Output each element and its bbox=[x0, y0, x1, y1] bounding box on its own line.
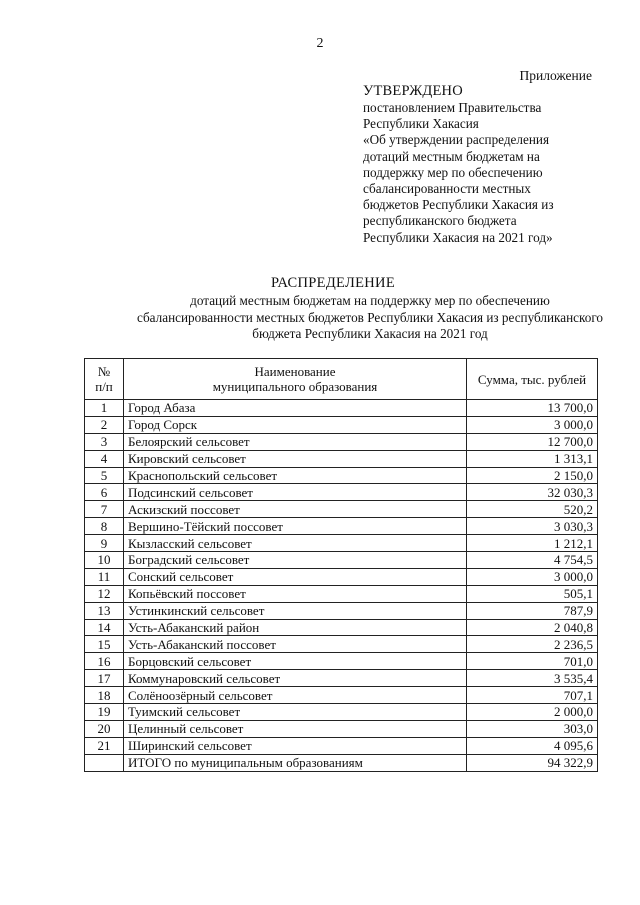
approval-text bbox=[363, 100, 613, 246]
table-row bbox=[85, 602, 598, 619]
row-sum: 303,0 bbox=[467, 720, 598, 737]
row-name: Усть-Абаканский поссовет bbox=[124, 636, 467, 653]
row-number: 4 bbox=[85, 450, 124, 467]
table-body bbox=[85, 400, 598, 772]
document-subtitle bbox=[100, 293, 640, 343]
table-row bbox=[85, 484, 598, 501]
table-row bbox=[85, 720, 598, 737]
row-sum: 2 236,5 bbox=[467, 636, 598, 653]
row-number: 3 bbox=[85, 433, 124, 450]
row-number: 14 bbox=[85, 619, 124, 636]
table-row bbox=[85, 501, 598, 518]
table-row bbox=[85, 568, 598, 585]
row-sum: 701,0 bbox=[467, 653, 598, 670]
row-name: Туимский сельсовет bbox=[124, 704, 467, 721]
table-row bbox=[85, 704, 598, 721]
row-name: Копьёвский поссовет bbox=[124, 585, 467, 602]
row-name: Устинкинский сельсовет bbox=[124, 602, 467, 619]
row-number: 19 bbox=[85, 704, 124, 721]
approval-line: бюджетов Республики Хакасия из bbox=[363, 197, 554, 213]
row-number: 8 bbox=[85, 518, 124, 535]
row-name: Белоярский сельсовет bbox=[124, 433, 467, 450]
row-name: Ширинский сельсовет bbox=[124, 737, 467, 754]
row-number: 11 bbox=[85, 568, 124, 585]
row-sum: 12 700,0 bbox=[467, 433, 598, 450]
table-row bbox=[85, 416, 598, 433]
row-name: Сонский сельсовет bbox=[124, 568, 467, 585]
row-number: 7 bbox=[85, 501, 124, 518]
table-row bbox=[85, 535, 598, 552]
total-number bbox=[85, 754, 124, 771]
table-row bbox=[85, 400, 598, 417]
row-name: Краснопольский сельсовет bbox=[124, 467, 467, 484]
row-sum: 2 040,8 bbox=[467, 619, 598, 636]
row-sum: 505,1 bbox=[467, 585, 598, 602]
table-row bbox=[85, 670, 598, 687]
table-row bbox=[85, 636, 598, 653]
row-sum: 2 150,0 bbox=[467, 467, 598, 484]
approval-line: постановлением Правительства bbox=[363, 100, 542, 115]
row-name: Кызласский сельсовет bbox=[124, 535, 467, 552]
row-name: Город Абаза bbox=[124, 400, 467, 417]
appendix-label: Приложение bbox=[519, 68, 592, 83]
row-number: 5 bbox=[85, 467, 124, 484]
table-row bbox=[85, 687, 598, 704]
document-title: РАСПРЕДЕЛЕНИЕ bbox=[271, 275, 395, 291]
table-row bbox=[85, 433, 598, 450]
table-row bbox=[85, 585, 598, 602]
table-row bbox=[85, 518, 598, 535]
row-number: 17 bbox=[85, 670, 124, 687]
approval-line: «Об утверждении распределения bbox=[363, 132, 550, 148]
row-sum: 3 000,0 bbox=[467, 416, 598, 433]
table-row bbox=[85, 450, 598, 467]
row-name: Целинный сельсовет bbox=[124, 720, 467, 737]
approval-line: Республики Хакасия bbox=[363, 116, 479, 132]
row-sum: 2 000,0 bbox=[467, 704, 598, 721]
approval-line: поддержку мер по обеспечению bbox=[363, 164, 543, 180]
row-sum: 3 000,0 bbox=[467, 568, 598, 585]
row-sum: 1 212,1 bbox=[467, 535, 598, 552]
subtitle-line: дотаций местным бюджетам на поддержку мер по обеспечению bbox=[190, 293, 550, 308]
row-sum: 3 535,4 bbox=[467, 670, 598, 687]
table-row bbox=[85, 467, 598, 484]
total-sum: 94 322,9 bbox=[467, 754, 598, 771]
table-row bbox=[85, 737, 598, 754]
row-name: Аскизский поссовет bbox=[124, 501, 467, 518]
approval-line: Республики Хакасия на 2021 год» bbox=[363, 229, 553, 245]
subtitle-line: сбалансированности местных бюджетов Республики Хакасия из республиканского bbox=[136, 309, 604, 325]
row-number: 12 bbox=[85, 585, 124, 602]
row-number: 2 bbox=[85, 416, 124, 433]
table-total-row bbox=[85, 754, 598, 771]
row-number: 18 bbox=[85, 687, 124, 704]
row-number: 9 bbox=[85, 535, 124, 552]
header-sum: Сумма, тыс. рублей bbox=[467, 359, 598, 400]
row-number: 1 bbox=[85, 400, 124, 417]
row-number: 10 bbox=[85, 552, 124, 569]
table-header-row bbox=[85, 359, 598, 400]
row-number: 6 bbox=[85, 484, 124, 501]
approval-line: республиканского бюджета bbox=[363, 213, 517, 229]
row-sum: 4 095,6 bbox=[467, 737, 598, 754]
row-sum: 787,9 bbox=[467, 602, 598, 619]
approval-line: дотаций местным бюджетам на bbox=[363, 148, 540, 164]
row-name: Борцовский сельсовет bbox=[124, 653, 467, 670]
header-number: № п/п bbox=[85, 359, 124, 400]
row-sum: 32 030,3 bbox=[467, 484, 598, 501]
page-number: 2 bbox=[316, 36, 324, 51]
distribution-table bbox=[84, 358, 598, 772]
table-row bbox=[85, 619, 598, 636]
row-sum: 707,1 bbox=[467, 687, 598, 704]
row-number: 20 bbox=[85, 720, 124, 737]
row-number: 15 bbox=[85, 636, 124, 653]
row-name: Усть-Абаканский район bbox=[124, 619, 467, 636]
row-name: Город Сорск bbox=[124, 416, 467, 433]
header-name: Наименование муниципального образования bbox=[124, 359, 467, 400]
row-name: Кировский сельсовет bbox=[124, 450, 467, 467]
row-sum: 520,2 bbox=[467, 501, 598, 518]
table-row bbox=[85, 653, 598, 670]
row-name: Коммунаровский сельсовет bbox=[124, 670, 467, 687]
row-name: Подсинский сельсовет bbox=[124, 484, 467, 501]
row-number: 13 bbox=[85, 602, 124, 619]
row-name: Боградский сельсовет bbox=[124, 552, 467, 569]
approval-heading: УТВЕРЖДЕНО bbox=[363, 83, 463, 99]
table-row bbox=[85, 552, 598, 569]
row-sum: 1 313,1 bbox=[467, 450, 598, 467]
total-label: ИТОГО по муниципальным образованиям bbox=[124, 754, 467, 771]
subtitle-line: бюджета Республики Хакасия на 2021 год bbox=[252, 326, 488, 341]
row-sum: 3 030,3 bbox=[467, 518, 598, 535]
row-sum: 13 700,0 bbox=[467, 400, 598, 417]
row-name: Солёноозёрный сельсовет bbox=[124, 687, 467, 704]
row-number: 16 bbox=[85, 653, 124, 670]
approval-line: сбалансированности местных bbox=[363, 181, 531, 197]
row-number: 21 bbox=[85, 737, 124, 754]
row-name: Вершино-Тёйский поссовет bbox=[124, 518, 467, 535]
row-sum: 4 754,5 bbox=[467, 552, 598, 569]
